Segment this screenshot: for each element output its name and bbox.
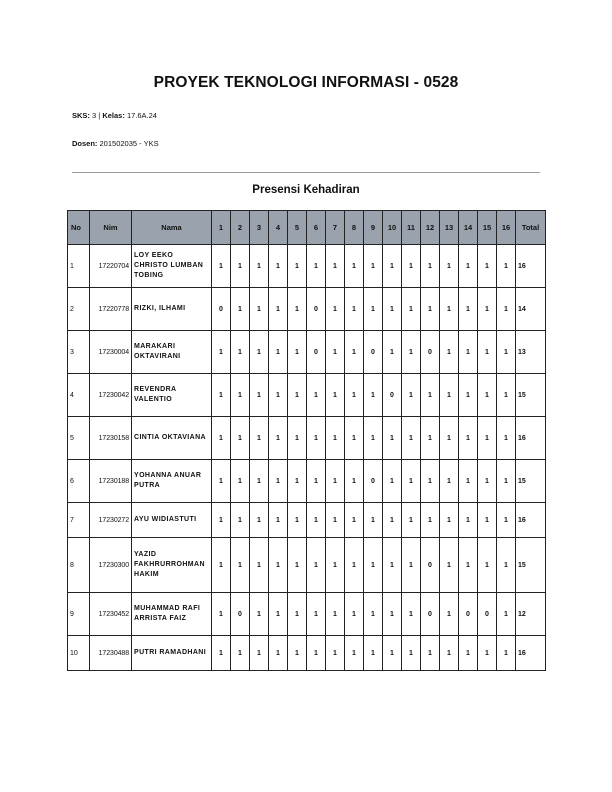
student-nim: 17230042	[90, 374, 132, 417]
attendance-mark: 1	[250, 374, 269, 417]
table-row	[68, 593, 546, 636]
column-header: Nama	[132, 211, 212, 245]
attendance-mark: 1	[440, 503, 459, 538]
student-nim: 17220778	[90, 288, 132, 331]
page-title: PROYEK TEKNOLOGI INFORMASI - 0528	[153, 74, 459, 91]
column-header: Total	[516, 211, 546, 245]
attendance-mark: 1	[402, 288, 421, 331]
row-number: 6	[68, 460, 90, 503]
student-nim: 17220704	[90, 245, 132, 288]
attendance-mark: 1	[269, 245, 288, 288]
attendance-mark: 1	[250, 593, 269, 636]
attendance-mark: 0	[383, 374, 402, 417]
attendance-total: 16	[516, 503, 546, 538]
attendance-mark: 1	[459, 503, 478, 538]
row-number: 3	[68, 331, 90, 374]
attendance-total: 14	[516, 288, 546, 331]
column-header: 13	[440, 211, 459, 245]
attendance-mark: 1	[440, 593, 459, 636]
attendance-mark: 1	[231, 288, 250, 331]
attendance-mark: 1	[459, 245, 478, 288]
attendance-mark: 1	[250, 245, 269, 288]
student-nim: 17230004	[90, 331, 132, 374]
attendance-mark: 0	[212, 288, 231, 331]
attendance-mark: 1	[212, 417, 231, 460]
row-number: 7	[68, 503, 90, 538]
column-header: 12	[421, 211, 440, 245]
table-row	[68, 538, 546, 593]
attendance-mark: 1	[345, 288, 364, 331]
attendance-mark: 1	[402, 593, 421, 636]
attendance-mark: 1	[288, 288, 307, 331]
attendance-mark: 1	[478, 417, 497, 460]
row-number: 9	[68, 593, 90, 636]
attendance-mark: 0	[459, 593, 478, 636]
attendance-mark: 0	[421, 593, 440, 636]
attendance-mark: 0	[421, 331, 440, 374]
attendance-mark: 1	[326, 417, 345, 460]
attendance-mark: 1	[288, 374, 307, 417]
row-number: 8	[68, 538, 90, 593]
attendance-mark: 1	[269, 593, 288, 636]
attendance-mark: 1	[212, 331, 231, 374]
section-title: Presensi Kehadiran	[252, 184, 360, 196]
attendance-mark: 1	[345, 538, 364, 593]
column-header: 1	[212, 211, 231, 245]
attendance-mark: 0	[231, 593, 250, 636]
attendance-mark: 1	[345, 503, 364, 538]
attendance-mark: 1	[345, 460, 364, 503]
attendance-mark: 1	[497, 538, 516, 593]
attendance-mark: 1	[402, 538, 421, 593]
attendance-mark: 1	[364, 593, 383, 636]
attendance-mark: 1	[288, 538, 307, 593]
column-header: 7	[326, 211, 345, 245]
student-name: CINTIA OKTAVIANA	[132, 417, 212, 460]
attendance-total: 15	[516, 460, 546, 503]
attendance-mark: 1	[231, 417, 250, 460]
attendance-mark: 1	[459, 460, 478, 503]
attendance-total: 16	[516, 636, 546, 671]
column-header: 2	[231, 211, 250, 245]
attendance-mark: 1	[307, 460, 326, 503]
attendance-mark: 1	[497, 417, 516, 460]
attendance-mark: 1	[478, 374, 497, 417]
attendance-mark: 1	[421, 288, 440, 331]
attendance-mark: 0	[421, 538, 440, 593]
attendance-mark: 1	[250, 288, 269, 331]
kelas-value: 17.6A.24	[126, 111, 157, 120]
attendance-mark: 1	[402, 636, 421, 671]
attendance-mark: 1	[364, 538, 383, 593]
attendance-mark: 1	[326, 331, 345, 374]
table-row	[68, 288, 546, 331]
student-nim: 17230300	[90, 538, 132, 593]
attendance-mark: 1	[250, 460, 269, 503]
attendance-mark: 1	[459, 538, 478, 593]
attendance-mark: 1	[212, 593, 231, 636]
attendance-mark: 1	[402, 460, 421, 503]
sks-value: 3	[92, 111, 97, 120]
row-number: 10	[68, 636, 90, 671]
attendance-mark: 1	[326, 288, 345, 331]
student-name: MUHAMMAD RAFI ARRISTA FAIZ	[132, 593, 212, 636]
attendance-mark: 1	[269, 460, 288, 503]
attendance-mark: 1	[326, 636, 345, 671]
attendance-mark: 1	[326, 374, 345, 417]
student-nim: 17230188	[90, 460, 132, 503]
attendance-mark: 1	[478, 245, 497, 288]
attendance-mark: 1	[383, 503, 402, 538]
attendance-mark: 1	[440, 288, 459, 331]
attendance-mark: 1	[231, 460, 250, 503]
column-header: Nim	[90, 211, 132, 245]
student-name: REVENDRA VALENTIO	[132, 374, 212, 417]
student-nim: 17230452	[90, 593, 132, 636]
attendance-mark: 1	[478, 288, 497, 331]
attendance-mark: 1	[459, 417, 478, 460]
attendance-mark: 1	[364, 245, 383, 288]
attendance-mark: 1	[440, 417, 459, 460]
attendance-mark: 0	[364, 460, 383, 503]
column-header: 5	[288, 211, 307, 245]
student-name: LOY EEKO CHRISTO LUMBAN TOBING	[132, 245, 212, 288]
column-header: 6	[307, 211, 326, 245]
column-header: 10	[383, 211, 402, 245]
lecturer-info	[72, 139, 159, 148]
table-row	[68, 331, 546, 374]
attendance-mark: 1	[383, 538, 402, 593]
attendance-mark: 1	[364, 417, 383, 460]
attendance-mark: 1	[288, 417, 307, 460]
attendance-mark: 1	[497, 245, 516, 288]
table-row	[68, 245, 546, 288]
attendance-total: 16	[516, 245, 546, 288]
course-info	[72, 111, 157, 120]
attendance-mark: 1	[307, 636, 326, 671]
attendance-mark: 1	[307, 538, 326, 593]
attendance-mark: 1	[383, 288, 402, 331]
attendance-mark: 1	[440, 538, 459, 593]
attendance-mark: 1	[231, 331, 250, 374]
student-name: MARAKARI OKTAVIRANI	[132, 331, 212, 374]
attendance-mark: 1	[478, 538, 497, 593]
row-number: 1	[68, 245, 90, 288]
attendance-mark: 1	[345, 417, 364, 460]
attendance-mark: 1	[478, 503, 497, 538]
attendance-mark: 1	[326, 245, 345, 288]
attendance-mark: 1	[231, 636, 250, 671]
attendance-mark: 1	[478, 460, 497, 503]
attendance-mark: 1	[440, 636, 459, 671]
attendance-mark: 1	[383, 636, 402, 671]
column-header: 4	[269, 211, 288, 245]
attendance-mark: 1	[459, 331, 478, 374]
attendance-mark: 1	[402, 417, 421, 460]
attendance-mark: 1	[307, 417, 326, 460]
column-header: 11	[402, 211, 421, 245]
attendance-mark: 1	[269, 374, 288, 417]
attendance-mark: 1	[269, 503, 288, 538]
attendance-mark: 1	[402, 503, 421, 538]
attendance-mark: 0	[307, 288, 326, 331]
attendance-mark: 1	[231, 503, 250, 538]
attendance-total: 12	[516, 593, 546, 636]
attendance-mark: 1	[269, 331, 288, 374]
attendance-mark: 1	[459, 636, 478, 671]
table-header-row	[68, 211, 546, 245]
attendance-mark: 1	[212, 538, 231, 593]
attendance-mark: 0	[364, 331, 383, 374]
attendance-mark: 1	[307, 503, 326, 538]
attendance-mark: 1	[497, 460, 516, 503]
table-row	[68, 460, 546, 503]
table-row	[68, 503, 546, 538]
student-nim: 17230158	[90, 417, 132, 460]
attendance-mark: 1	[497, 503, 516, 538]
column-header: 9	[364, 211, 383, 245]
attendance-mark: 1	[364, 503, 383, 538]
attendance-mark: 1	[231, 374, 250, 417]
meta-separator: |	[98, 111, 101, 120]
attendance-mark: 1	[421, 636, 440, 671]
attendance-mark: 1	[326, 460, 345, 503]
attendance-mark: 1	[307, 245, 326, 288]
attendance-mark: 1	[212, 245, 231, 288]
sks-label: SKS:	[72, 111, 90, 120]
attendance-mark: 1	[383, 593, 402, 636]
attendance-mark: 1	[250, 636, 269, 671]
attendance-mark: 1	[231, 245, 250, 288]
attendance-mark: 1	[421, 460, 440, 503]
attendance-mark: 1	[250, 331, 269, 374]
attendance-mark: 1	[383, 417, 402, 460]
attendance-mark: 0	[478, 593, 497, 636]
attendance-mark: 1	[402, 374, 421, 417]
attendance-mark: 1	[421, 245, 440, 288]
student-name: RIZKI, ILHAMI	[132, 288, 212, 331]
attendance-mark: 1	[269, 417, 288, 460]
attendance-mark: 1	[269, 636, 288, 671]
column-header: 8	[345, 211, 364, 245]
attendance-mark: 1	[497, 331, 516, 374]
attendance-total: 15	[516, 538, 546, 593]
attendance-mark: 1	[250, 417, 269, 460]
attendance-mark: 1	[421, 374, 440, 417]
row-number: 2	[68, 288, 90, 331]
column-header: 15	[478, 211, 497, 245]
attendance-mark: 1	[440, 245, 459, 288]
attendance-mark: 1	[288, 245, 307, 288]
attendance-mark: 1	[440, 331, 459, 374]
attendance-mark: 1	[497, 288, 516, 331]
attendance-mark: 1	[421, 503, 440, 538]
student-name: YAZID FAKHRURROHMAN HAKIM	[132, 538, 212, 593]
attendance-mark: 0	[307, 331, 326, 374]
attendance-mark: 1	[497, 636, 516, 671]
attendance-mark: 1	[212, 460, 231, 503]
column-header: No	[68, 211, 90, 245]
attendance-mark: 1	[345, 636, 364, 671]
attendance-mark: 1	[326, 593, 345, 636]
attendance-mark: 1	[288, 593, 307, 636]
attendance-mark: 1	[478, 636, 497, 671]
student-nim: 17230272	[90, 503, 132, 538]
attendance-mark: 1	[345, 245, 364, 288]
attendance-mark: 1	[307, 374, 326, 417]
attendance-mark: 1	[326, 538, 345, 593]
attendance-table	[67, 210, 546, 671]
attendance-mark: 1	[269, 538, 288, 593]
attendance-mark: 1	[250, 538, 269, 593]
attendance-mark: 1	[478, 331, 497, 374]
attendance-mark: 1	[440, 374, 459, 417]
attendance-mark: 1	[288, 636, 307, 671]
dosen-value: 201502035 - YKS	[99, 139, 159, 148]
attendance-mark: 1	[440, 460, 459, 503]
attendance-mark: 1	[307, 593, 326, 636]
attendance-mark: 1	[459, 288, 478, 331]
attendance-mark: 1	[231, 538, 250, 593]
student-name: PUTRI RAMADHANI	[132, 636, 212, 671]
divider	[72, 172, 540, 173]
attendance-mark: 1	[383, 331, 402, 374]
attendance-mark: 1	[288, 331, 307, 374]
student-nim: 17230488	[90, 636, 132, 671]
attendance-mark: 1	[326, 503, 345, 538]
attendance-mark: 1	[383, 245, 402, 288]
table-row	[68, 374, 546, 417]
attendance-mark: 1	[345, 593, 364, 636]
attendance-mark: 1	[212, 636, 231, 671]
attendance-total: 16	[516, 417, 546, 460]
attendance-mark: 1	[212, 374, 231, 417]
attendance-mark: 1	[421, 417, 440, 460]
student-name: YOHANNA ANUAR PUTRA	[132, 460, 212, 503]
attendance-mark: 1	[345, 331, 364, 374]
column-header: 14	[459, 211, 478, 245]
row-number: 4	[68, 374, 90, 417]
row-number: 5	[68, 417, 90, 460]
attendance-mark: 1	[212, 503, 231, 538]
dosen-label: Dosen:	[72, 139, 98, 148]
table-row	[68, 636, 546, 671]
attendance-mark: 1	[364, 374, 383, 417]
table-row	[68, 417, 546, 460]
attendance-mark: 1	[269, 288, 288, 331]
attendance-mark: 1	[383, 460, 402, 503]
attendance-total: 13	[516, 331, 546, 374]
attendance-mark: 1	[497, 374, 516, 417]
kelas-label: Kelas:	[102, 111, 125, 120]
column-header: 16	[497, 211, 516, 245]
attendance-mark: 1	[364, 636, 383, 671]
attendance-mark: 1	[497, 593, 516, 636]
attendance-mark: 1	[402, 331, 421, 374]
attendance-mark: 1	[345, 374, 364, 417]
attendance-total: 15	[516, 374, 546, 417]
attendance-mark: 1	[459, 374, 478, 417]
attendance-mark: 1	[364, 288, 383, 331]
attendance-mark: 1	[288, 503, 307, 538]
attendance-mark: 1	[250, 503, 269, 538]
column-header: 3	[250, 211, 269, 245]
attendance-mark: 1	[402, 245, 421, 288]
student-name: AYU WIDIASTUTI	[132, 503, 212, 538]
attendance-mark: 1	[288, 460, 307, 503]
